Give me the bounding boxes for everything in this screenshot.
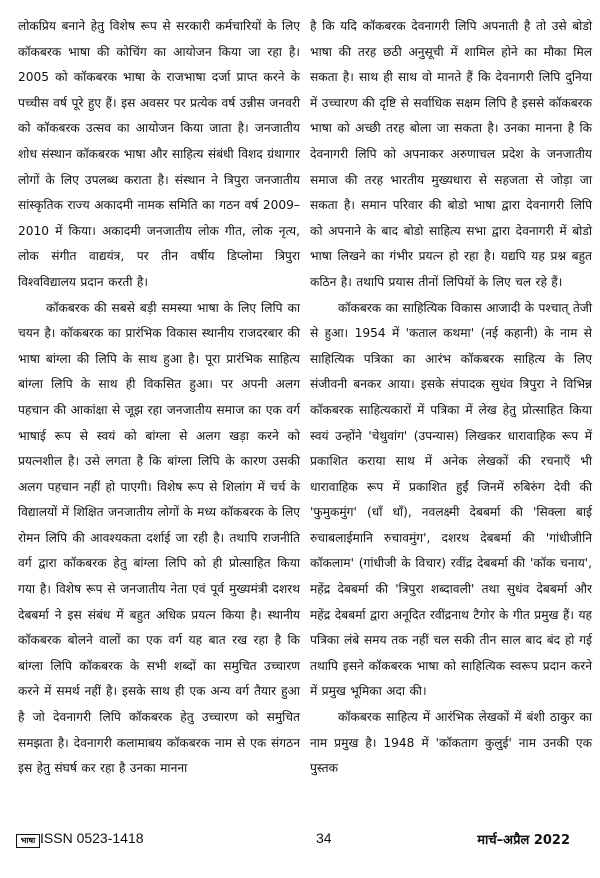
left-paragraph-1: लोकप्रिय बनाने हेतु विशेष रूप से सरकारी कर्मचारियों के लिए कॉकबरक भाषा की कोचिंग का आयोजन किया जा रहा है। 2005 को कॉकबरक भाषा के राजभाषा दर्जा प्राप्त करने के पच्चीस वर्ष पूरे हुए हैं। इस अवसर पर प्रत्येक वर्ष उन्नीस जनवरी को कॉकबरक उत्सव का आयोजन किया जाता है। जनजातीय शोध संस्थान कॉकबरक भाषा और साहित्य संबंधी विशद ग्रंथागार लोगों के लिए उपलब्ध कराता है। संस्थान ने त्रिपुरा जनजातीय सांस्कृतिक राज्य अकादमी नामक समिति का गठन वर्ष 2009–2010 में किया। अकादमी जनजातीय लोक गीत, लोक नृत्य, लोक संगीत वाद्ययंत्र, पर तीन वर्षीय डिप्लोमा त्रिपुरा विश्वविद्यालय प्रदान करती है। — [18, 19, 300, 289]
journal-logo: भाषा — [16, 834, 40, 848]
right-paragraph-2: कॉकबरक का साहित्यिक विकास आजादी के पश्चात् तेजी से हुआ। 1954 में 'कताल कथमा' (नई कहानी) के नाम से साहित्यिक पत्रिका का आरंभ कॉकबरक साहित्य के लिए संजीवनी बनकर आया। इसके संपादक सुधंव त्रिपुरा ने विभिन्न कॉकबरक साहित्यकारों में पत्रिका में लेख हेतु प्रोत्साहित किया स्वयं उन्होंने 'चेथुवांग' (उपन्यास) लिखकर धारावाहिक रूप में प्रकाशित कराया साथ में अनेक लेखकों की रचनाएँ भी धारावाहिक रूप में प्रकाशित हुईं जिनमें रुबिरुंग देवी की 'फुमुकमुंग' (धाँ धाँ), नवलक्ष्मी देबबर्मा की 'सिक्ला बाई रुचाबलाईमानि रुचावमुंग', दशरथ देबबर्मा की 'गांधीजीनि कॉकलाम' (गांधीजी के विचार) रवींद्र देबबर्मा की 'कॉक चनाय', महेंद्र देबबर्मा की 'त्रिपुरा शब्दावली' तथा सुधंव देबबर्मा और महेंद्र देबबर्मा द्वारा अनूदित रवींद्रनाथ टैगोर के गीत प्रमुख हैं। यह पत्रिका लंबे समय तक नहीं चल सकी तीन साल बाद बंद हो गई तथापि इसने कॉकबरक भाषा को साहित्यिक स्वरूप प्रदान करने में प्रमुख भूमिका अदा की। — [310, 300, 592, 699]
page-footer — [0, 826, 600, 856]
right-column — [310, 14, 592, 782]
issn-label: ISSN 0523-1418 — [40, 830, 144, 846]
issue-date: मार्च–अप्रैल 2022 — [477, 833, 570, 848]
page-number: 34 — [316, 830, 332, 846]
left-paragraph-2: कॉकबरक की सबसे बड़ी समस्या भाषा के लिए लिपि का चयन है। कॉकबरक का प्रारंभिक विकास स्थानीय राजदरबार की भाषा बांग्ला की लिपि के साथ हुआ है। पूरा प्रारंभिक साहित्य बांग्ला लिपि के साथ ही विकसित हुआ। पर अपनी अलग पहचान की आकांक्षा से जूझ रहा जनजातीय समाज का एक वर्ग भाषाई रूप से स्वयं को बांग्ला से अलग खड़ा करने को प्रयत्नशील है। उसे लगता है कि बांग्ला लिपि के कारण उसकी अलग पहचान नहीं हो पाएगी। विशेष रूप से शिलांग में चर्च के विद्यालयों में शिक्षित जनजातीय लोगों के मध्य कॉकबरक के लिए रोमन लिपि की आवश्यकता दर्शाई जा रही है। तथापि राजनीति वर्ग द्वारा कॉकबरक हेतु बांग्ला लिपि को ही प्रोत्साहित किया गया है। विशेष रूप से जनजातीय नेता एवं पूर्व मुख्यमंत्री दशरथ देबबर्मा ने इस संबंध में बहुत अधिक प्रयत्न किया है। स्थानीय कॉकबरक बोलने वालों का एक वर्ग यह बात रख रहा है कि बांग्ला लिपि कॉकबरक के सभी शब्दों का समुचित उच्चारण करने में समर्थ नहीं है। इसके साथ ही एक अन्य वर्ग तैयार हुआ है जो देवनागरी लिपि कॉकबरक हेतु उच्चारण को समुचित समझता है। देवनागरी कलामाबय कॉकबरक नाम से एक संगठन इस हेतु संघर्ष कर रहा है उनका मानना — [18, 300, 300, 776]
left-column — [18, 14, 300, 782]
right-paragraph-1: है कि यदि कॉकबरक देवनागरी लिपि अपनाती है तो उसे बोडो भाषा की तरह छठी अनुसूची में शामिल होने का मौका मिल सकता है। साथ ही साथ वो मानते हैं कि देवनागरी लिपि दुनिया में उच्चारण की दृष्टि से सर्वाधिक सक्षम लिपि है इससे कॉकबरक भाषा को अच्छी तरह बोला जा सकता है। उनका मानना है कि देवनागरी लिपि को अपनाकर अरुणाचल प्रदेश के जनजातीय समाज की तरह भारतीय मुख्यधारा से सहजता से जोड़ा जा सकता है। समान परिवार की बोडो भाषा द्वारा देवनागरी लिपि को अपनाने के बाद बोडो साहित्य सभा द्वारा देवनागरी में बोडो भाषा लिखने का गंभीर प्रयत्न हो रहा है। यद्यपि यह प्रश्न बहुत कठिन है। तथापि प्रयास तीनों लिपियों के लिए चल रहे हैं। — [310, 19, 592, 289]
right-paragraph-3: कॉकबरक साहित्य में आरंभिक लेखकों में बंशी ठाकुर का नाम प्रमुख है। 1948 में 'कॉकताग कुलुई' नाम उनकी एक पुस्तक — [310, 710, 592, 776]
